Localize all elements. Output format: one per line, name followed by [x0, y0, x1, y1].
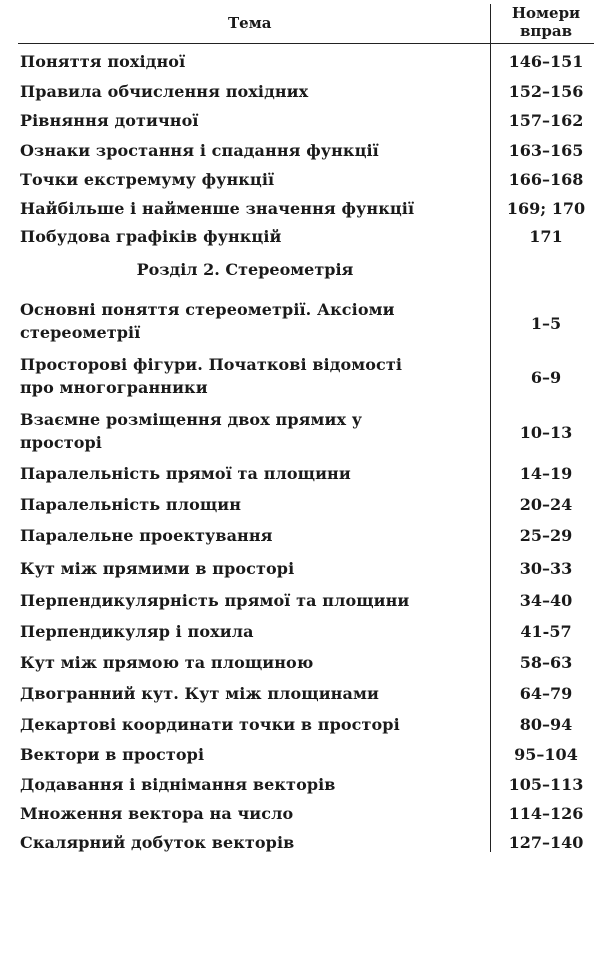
row-numbers: 146–151	[508, 52, 584, 71]
row-numbers: 152–156	[508, 82, 584, 101]
row-topic: Ознаки зростання і спадання функції	[20, 141, 379, 160]
row-numbers: 34–40	[519, 591, 573, 610]
row-numbers: 25–29	[519, 526, 573, 545]
column-divider	[490, 4, 491, 852]
row-topic: Точки екстремуму функції	[20, 170, 275, 189]
row-topic: Паралельність площин	[20, 495, 242, 514]
row-numbers: 105–113	[508, 775, 584, 794]
section-title: Розділ 2. Стереометрія	[136, 260, 354, 279]
header-numbers	[500, 4, 592, 40]
header-divider	[18, 43, 594, 44]
row-topic: Паралельне проектування	[20, 526, 273, 545]
row-topic: Кут між прямою та площиною	[20, 653, 314, 672]
row-numbers: 14–19	[519, 464, 573, 483]
row-numbers: 64–79	[519, 684, 573, 703]
row-topic: Рівняння дотичної	[20, 111, 199, 130]
row-topic: Побудова графіків функцій	[20, 227, 282, 246]
header-numbers-line1: Номери	[511, 4, 581, 22]
row-topic: Перпендикуляр і похила	[20, 622, 254, 641]
row-topic: Кут між прямими в просторі	[20, 559, 295, 578]
row-topic: Просторові фігури. Початкові відомості про многогранники	[20, 355, 403, 397]
row-numbers: 20–24	[519, 495, 573, 514]
row-topic: Двогранний кут. Кут між площинами	[20, 684, 379, 703]
row-numbers: 163–165	[508, 141, 584, 160]
row-topic: Скалярний добуток векторів	[20, 833, 295, 852]
row-topic: Найбільше і найменше значення функції	[20, 199, 415, 218]
row-topic: Правила обчислення похідних	[20, 82, 309, 101]
row-numbers: 80–94	[519, 715, 573, 734]
row-topic: Декартові координати точки в просторі	[20, 715, 400, 734]
row-numbers: 166–168	[508, 170, 584, 189]
row-topic: Множення вектора на число	[20, 804, 294, 823]
row-numbers: 41-57	[520, 622, 572, 641]
row-numbers: 1–5	[530, 314, 562, 333]
row-numbers: 169; 170	[506, 199, 586, 218]
row-topic: Основні поняття стереометрії. Аксіоми стереометрії	[20, 300, 395, 342]
row-topic: Взаємне розміщення двох прямих у просторі	[20, 410, 363, 452]
row-numbers: 171	[529, 227, 563, 246]
row-numbers: 30–33	[519, 559, 573, 578]
row-numbers: 58–63	[519, 653, 573, 672]
row-topic: Паралельність прямої та площини	[20, 464, 351, 483]
row-numbers: 95–104	[514, 745, 578, 764]
row-numbers: 10–13	[519, 423, 573, 442]
row-numbers: 114–126	[508, 804, 584, 823]
row-topic: Вектори в просторі	[20, 745, 205, 764]
row-numbers: 6–9	[530, 368, 562, 387]
row-numbers: 157–162	[508, 111, 584, 130]
header-numbers-line2: вправ	[519, 22, 573, 40]
row-topic: Поняття похідної	[20, 52, 186, 71]
row-topic: Додавання і віднімання векторів	[20, 775, 336, 794]
row-topic: Перпендикулярність прямої та площини	[20, 591, 410, 610]
header-topic: Тема	[228, 14, 272, 32]
row-numbers: 127–140	[508, 833, 584, 852]
